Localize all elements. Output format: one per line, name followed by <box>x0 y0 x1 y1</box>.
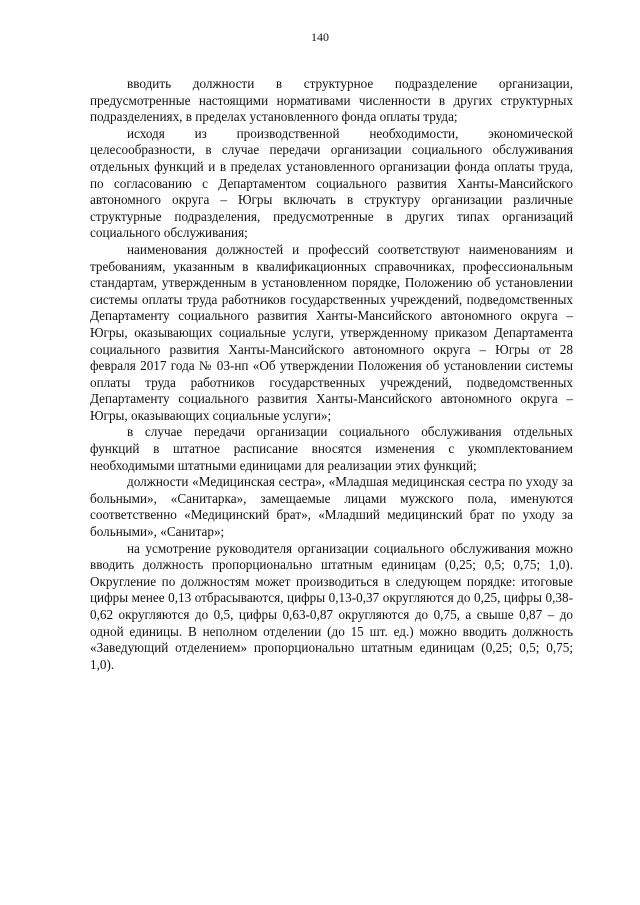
page-number: 140 <box>311 30 329 44</box>
paragraph-structural-units: исходя из производственной необходимости, экономической целесообразности, в случае передачи организации социального обслуживания отдельных функций и в пределах установленного организации фонда оплаты труда, по согласованию с Департаментом социального развития Ханты-Мансийского автономного округа – Югры включать в структуру организации различные структурные подразделения, предусмотренные в других типах организаций социального обслуживания; <box>90 125 573 241</box>
paragraph-function-transfer: в случае передачи организации социального обслуживания отдельных функций в штатное расписание вносятся изменения с укомплектованием необходимыми штатными единицами для реализации этих функций; <box>90 424 573 473</box>
paragraph-staff-positions: вводить должности в структурное подразделение организации, предусмотренные настоящими нормативами численности в других структурных подразделениях, в пределах установленного фонда оплаты труда; <box>90 76 573 125</box>
paragraph-position-names: наименования должностей и профессий соответствуют наименованиям и требованиям, указанным в квалификационных справочниках, профессиональным стандартам, утвержденным в установленном порядке, Положению об установлении системы оплаты труда работников государственных учреждений, подведомственных Департаменту социального развития Ханты-Мансийского автономного округа – Югры, оказывающих социальные услуги, утвержденному приказом Департамента социального развития Ханты-Мансийского автономного округа – Югры от 28 февраля 2017 года № 03-нп «Об утверждении Положения об установлении системы оплаты труда работников государственных учреждений, подведомственных Департаменту социального развития Ханты-Мансийского автономного округа – Югры, оказывающих социальные услуги»; <box>90 241 573 423</box>
paragraph-rounding-rules: на усмотрение руководителя организации социального обслуживания можно вводить должность пропорционально штатным единицам (0,25; 0,5; 0,75; 1,0). Округление по должностям может производиться в следующем порядке: итоговые цифры менее 0,13 отбрасываются, цифры 0,13-0,37 округляются до 0,25, цифры 0,38-0,62 округляются до 0,5, цифры 0,63-0,87 округляются до 0,75, а свыше 0,87 – до одной единицы. В неполном отделении (до 15 шт. ед.) можно вводить должность «Заведующий отделением» пропорционально штатным единицам (0,25; 0,5; 0,75; 1,0). <box>90 540 573 672</box>
document-body <box>90 76 573 673</box>
paragraph-male-titles: должности «Медицинская сестра», «Младшая медицинская сестра по уходу за больными», «Санитарка», замещаемые лицами мужского пола, именуются соответственно «Медицинский брат», «Младший медицинский брат по уходу за больными», «Санитар»; <box>90 474 573 540</box>
